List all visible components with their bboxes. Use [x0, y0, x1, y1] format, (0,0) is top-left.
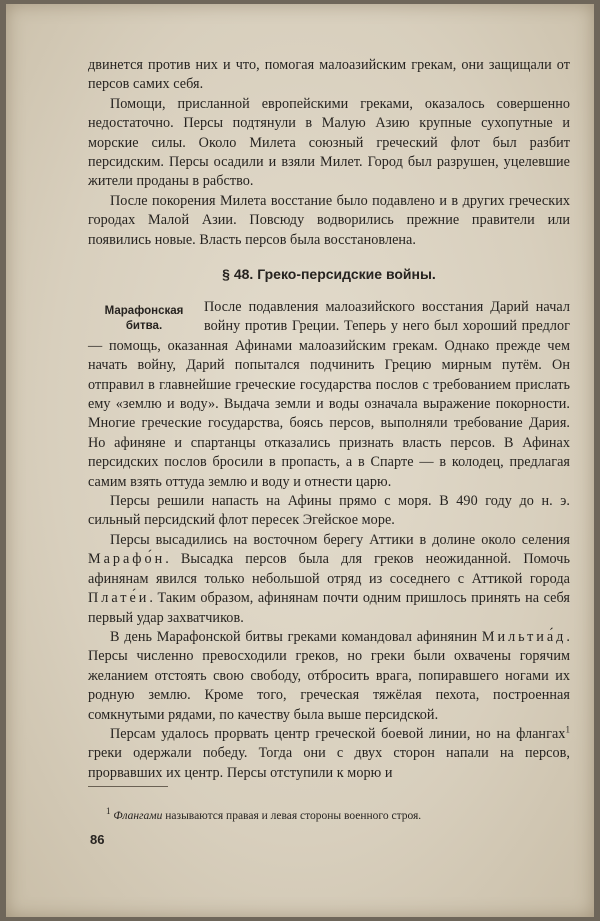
margin-note: Марафонская битва. [104, 305, 184, 332]
main-text-block [88, 298, 570, 783]
book-page [6, 4, 594, 917]
paragraph: После покорения Милета восстание было подавлено и в других греческих городах Малой Азии. Повсюду водворились прежние правители или появились новые. Власть персов была восстановлена. [88, 192, 570, 248]
paragraph: Помощи, присланной европейскими греками, оказалось совершенно недостаточно. Персы подтянули в Малую Азию крупные сухопутные и морские силы. Около Милета союзный греческий флот был разбит персидским. Персы осадили и взяли Милет. Город был разрушен, уцелевшие жители проданы в рабство. [88, 95, 570, 190]
text-run: В день Марафонской битвы греками командовал афинянин [110, 628, 482, 645]
text-run: греки одержали победу. Тогда они с двух сторон напали на персов, прорвавших их центр. Персы отступили к морю и [88, 745, 570, 781]
text-run: . Таким образом, афинянам почти одним пришлось принять на себя первый удар захватчиков. [88, 590, 570, 626]
footnote-term: Флангами [113, 810, 163, 822]
text-run: Персы высадились на восточном берегу Аттики в долине около селения [110, 531, 570, 548]
footnote [106, 806, 570, 824]
section-heading: § 48. Греко-персидские войны. [222, 266, 436, 282]
person-name-miltiades: Мильтиа́д [481, 628, 567, 645]
text-run: . Высадка персов была для греков неожиданной. Помочь афинянам явился только небольшой отряд из соседнего с Аттикой города [88, 551, 570, 587]
footnote-divider [88, 786, 168, 787]
place-name-marathon: Марафо́н [88, 551, 166, 568]
paragraph [88, 628, 570, 725]
top-text-block [88, 56, 570, 250]
paragraph [88, 725, 570, 783]
page-number: 86 [90, 832, 105, 847]
footnote-mark: 1 [106, 806, 111, 817]
footnote-reference: 1 [565, 724, 570, 735]
place-name-plataea: Плате́и [88, 590, 150, 607]
footnote-text: называются правая и левая стороны военного строя. [162, 810, 422, 822]
paragraph: Персы решили напасть на Афины прямо с моря. В 490 году до н. э. сильный персидский флот пересек Эгейское море. [88, 493, 570, 529]
text-run: Персам удалось прорвать центр греческой боевой линии, но на флангах [110, 725, 566, 742]
paragraph: После подавления малоазийского восстания Дарий начал войну против Греции. Теперь у него был хороший предлог — помощь, оказанная Афинами малоазийским грекам. Однако прежде чем начать войну, Дарий попытался подчинить Грецию мирным путём. Он отправил в главнейшие греческие государства послов с требованием прислать ему «землю и воду». Выдача земли и воды означала выражение покорности. Многие греческие государства, боясь персов, выполняли требование Дария. Но афиняне и спартанцы отказались признать власть персов. В Афинах персидских послов бросили в пропасть, а в Спарте — в колодец, предлагая самим взять оттуда землю и воду и отнести царю. [88, 299, 570, 490]
paragraph: двинется против них и что, помогая малоазийским грекам, они защищали от персов самих себя. [88, 57, 570, 93]
text-run: . Персы численно превосходили греков, но греки были охвачены горячим желанием отстоять свою свободу, отбросить врага, попиравшего ногами их родную землю. Кроме того, греческая тяжёлая пехота, построенная сомкнутыми рядами, по качеству была выше персидской. [88, 628, 570, 723]
paragraph [88, 531, 570, 628]
